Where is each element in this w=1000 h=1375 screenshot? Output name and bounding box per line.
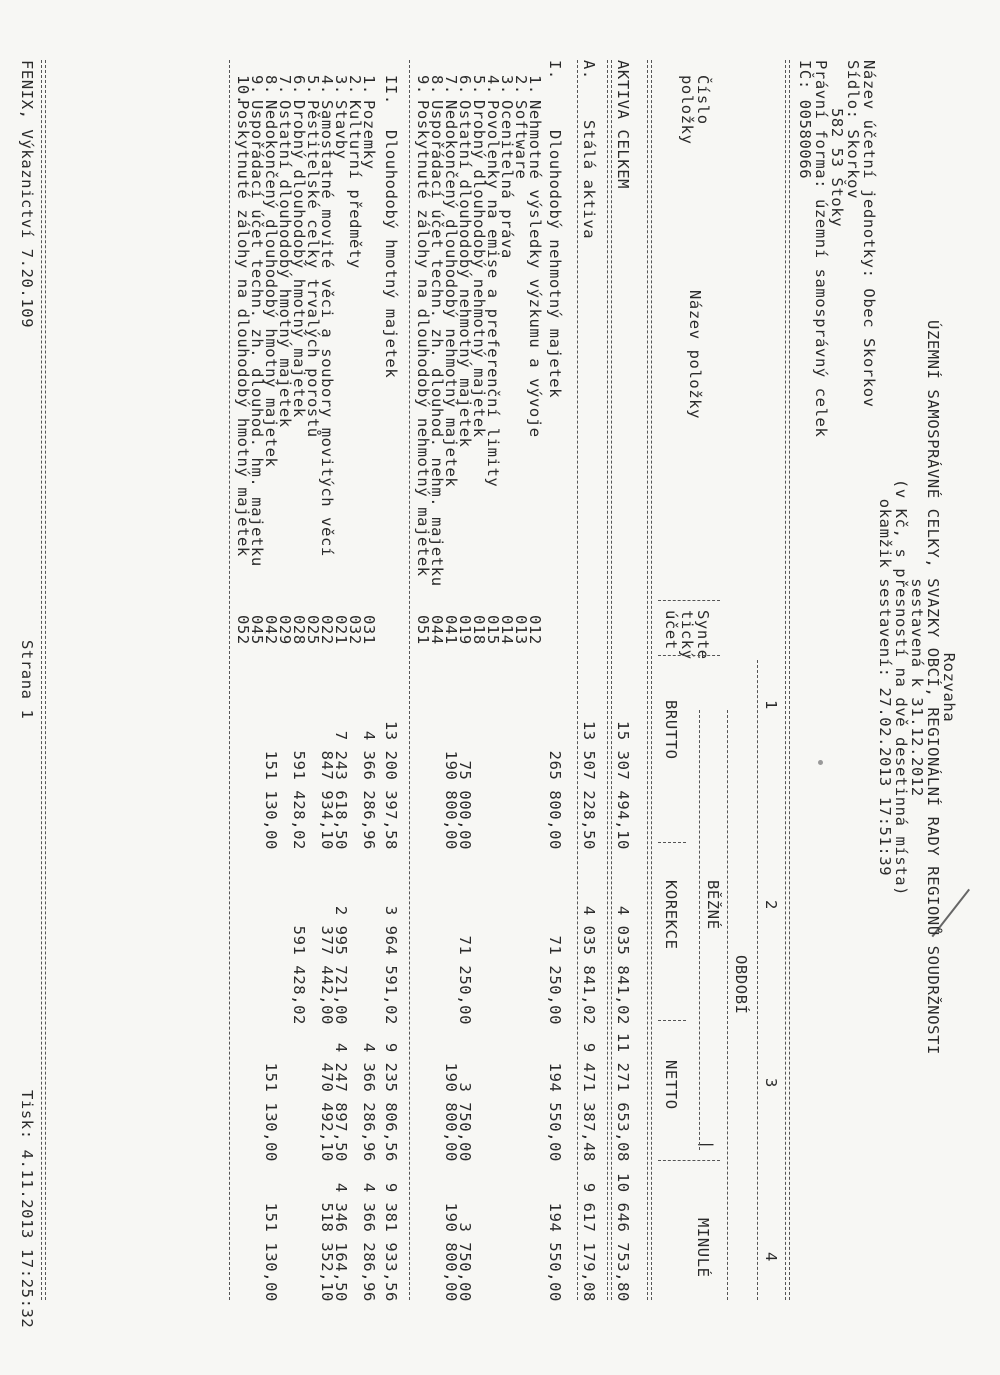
cell-name: Poskytnuté zálohy na dlouhodobý hmotný majetek: [234, 100, 252, 557]
cell-brutto: 13 200 397,58: [382, 720, 400, 850]
entity-name: Název účetní jednotky: Obec Skorkov: [860, 60, 878, 408]
cell-netto: 190 800,00: [442, 1062, 460, 1162]
cell-netto: 470 492,10: [318, 1062, 336, 1162]
cell-brutto: 190 800,00: [442, 750, 460, 850]
cell-minule: 518 352,10: [318, 1202, 336, 1302]
cell-brutto: 265 800,00: [546, 750, 564, 850]
cell-name: Povolenky na emise a preferenční limity: [484, 100, 502, 488]
cell-acct: 019: [456, 615, 474, 645]
cell-name: Pěstitelské celky trvalých porostů: [304, 100, 322, 438]
cell-netto: 194 550,00: [546, 1062, 564, 1162]
cell-num: 10.: [234, 75, 252, 105]
cell-acct: 041: [442, 615, 460, 645]
cell-num: 1.: [360, 75, 378, 95]
cell-brutto: 75 000,00: [456, 760, 474, 850]
entity-address: 582 53 Štoky: [828, 108, 846, 228]
cell-name: Uspořádací účet techn. zh. dlouhod. hm. majetku: [248, 100, 266, 567]
cell-num: 9.: [414, 75, 432, 95]
row-divider: [409, 60, 410, 1300]
row-divider: [229, 60, 230, 1300]
footer-page: Strana 1: [18, 640, 36, 720]
row-divider: [607, 60, 612, 1300]
cell-acct: 045: [248, 615, 266, 645]
cell-name: Dlouhodobý nehmotný majetek: [546, 130, 564, 399]
cell-name: Kulturní předměty: [346, 100, 364, 269]
cell-name: Software: [512, 100, 530, 180]
footer-software: FENIX, Výkaznictví 7.20.109: [18, 60, 36, 329]
cell-num: 6.: [456, 75, 474, 95]
cell-acct: 052: [234, 615, 252, 645]
bezne-bar-right: |: [698, 1140, 716, 1150]
col-num-3: 3: [762, 1078, 780, 1088]
cell-num: 1.: [526, 75, 544, 95]
cell-korekce: 71 250,00: [546, 935, 564, 1025]
cell-num: 2.: [346, 75, 364, 95]
sep-brutto-korekce: [658, 842, 686, 843]
cell-korekce: 4 035 841,02: [614, 905, 632, 1025]
cell-minule: 9 381 933,56: [382, 1182, 400, 1302]
cislo-label-1: Číslo: [694, 75, 712, 125]
cell-num: 6.: [290, 75, 308, 95]
cell-num: 8.: [428, 75, 446, 95]
report-precision: (v Kč, s přesností na dvě desetinná místa): [892, 478, 910, 897]
footer-print: Tisk: 4.11.2013 17:25:32: [18, 1090, 36, 1329]
cell-acct: 013: [512, 615, 530, 645]
cell-num: A.: [580, 60, 598, 80]
cell-acct: 012: [526, 615, 544, 645]
cell-acct: 015: [484, 615, 502, 645]
synt-label-3: účet: [662, 610, 680, 650]
entity-seat: Sídlo: Skorkov: [844, 60, 862, 200]
cell-name: Poskytnuté zálohy na dlouhodobý nehmotný majetek: [414, 100, 432, 577]
cell-acct: 051: [414, 615, 432, 645]
cell-acct: 032: [346, 615, 364, 645]
cell-minule: 4 366 286,96: [360, 1182, 378, 1302]
cell-brutto: 4 366 286,96: [360, 730, 378, 850]
cell-num: 5.: [304, 75, 322, 95]
report-subtitle: ÚZEMNÍ SAMOSPRÁVNÉ CELKY, SVAZKY OBCÍ, REGIONÁLNÍ RADY REGIONŮ SOUDRŽNOSTI: [924, 320, 942, 1055]
cell-brutto: 13 507 228,50: [580, 720, 598, 850]
cell-name: Pozemky: [360, 100, 378, 170]
brutto-label: BRUTTO: [662, 700, 680, 760]
cell-num: 4.: [318, 75, 336, 95]
cell-acct: 029: [276, 615, 294, 645]
footer-rule: [41, 60, 46, 1300]
cell-num: 9.: [248, 75, 266, 95]
obdobi-rule: [727, 710, 728, 1300]
cell-acct: 031: [360, 615, 378, 645]
entity-ic: IČ: 00580066: [796, 60, 814, 180]
report-title: Rozvaha: [940, 652, 958, 723]
report-compiled: sestavená k 31.12.2012: [908, 578, 926, 797]
minule-label: MINULÉ: [694, 1218, 712, 1278]
netto-label: NETTO: [662, 1060, 680, 1110]
cell-netto: 11 271 653,08: [614, 1032, 632, 1162]
cell-netto: 4 247 897,50: [332, 1042, 350, 1162]
cell-netto: 9 471 387,48: [580, 1042, 598, 1162]
header-rule: [757, 660, 758, 1300]
cell-netto: 9 235 806,56: [382, 1042, 400, 1162]
cell-brutto: 591 428,02: [290, 750, 308, 850]
cell-num: 5.: [470, 75, 488, 95]
cell-acct: 022: [318, 615, 336, 645]
cell-minule: 151 130,00: [262, 1202, 280, 1302]
cell-num: AKTIVA CELKEM: [614, 60, 632, 190]
cell-minule: 4 346 164,50: [332, 1182, 350, 1302]
cislo-label-2: položky: [678, 75, 696, 145]
cell-brutto: 847 934,10: [318, 750, 336, 850]
cell-acct: 014: [498, 615, 516, 645]
cell-name: Ostatní dlouhodobý hmotný majetek: [276, 100, 294, 428]
cell-num: 3.: [498, 75, 516, 95]
cell-name: Drobný dlouhodobý nehmotný majetek: [470, 100, 488, 438]
cell-name: Ostatní dlouhodobý nehmotný majetek: [456, 100, 474, 448]
cell-acct: 018: [470, 615, 488, 645]
header-rule-top: [785, 60, 790, 1300]
cell-netto: 151 130,00: [262, 1062, 280, 1162]
cell-brutto: 7 243 618,50: [332, 730, 350, 850]
cell-acct: 028: [290, 615, 308, 645]
cell-num: 2.: [512, 75, 530, 95]
cell-acct: 042: [262, 615, 280, 645]
cell-name: Dlouhodobý hmotný majetek: [382, 130, 400, 379]
cell-name: Ocenitelná práva: [498, 100, 516, 259]
cell-korekce: 591 428,02: [290, 925, 308, 1025]
bezne-rule: [699, 710, 700, 1150]
cell-num: II.: [382, 75, 400, 105]
cell-name: Nehmotné výsledky výzkumu a vývoje: [526, 100, 544, 438]
cell-name: Nedokončený dlouhodobý nehmotný majetek: [442, 100, 460, 488]
cell-netto: 3 750,00: [456, 1082, 474, 1162]
cell-num: 7.: [276, 75, 294, 95]
col-num-2: 2: [762, 900, 780, 910]
sep-acct-brutto: [658, 655, 720, 656]
cell-minule: 3 750,00: [456, 1222, 474, 1302]
cell-name: Stálá aktiva: [580, 120, 598, 240]
cell-minule: 194 550,00: [546, 1202, 564, 1302]
cell-korekce: 71 250,00: [456, 935, 474, 1025]
cell-minule: 9 617 179,08: [580, 1182, 598, 1302]
synt-label-1: Synte: [694, 610, 712, 660]
col-num-1: 1: [762, 700, 780, 710]
cell-acct: 025: [304, 615, 322, 645]
cell-num: I.: [546, 60, 564, 80]
cell-acct: 044: [428, 615, 446, 645]
header-rule-bottom: [647, 60, 652, 1300]
sep-netto-minule: [658, 1160, 720, 1161]
cell-korekce: 3 964 591,02: [382, 905, 400, 1025]
cell-num: 7.: [442, 75, 460, 95]
cell-acct: 021: [332, 615, 350, 645]
col-num-4: 4: [762, 1252, 780, 1262]
cell-korekce: 4 035 841,02: [580, 905, 598, 1025]
cell-korekce: 377 442,00: [318, 925, 336, 1025]
cell-minule: 190 800,00: [442, 1202, 460, 1302]
cell-brutto: 15 307 494,10: [614, 720, 632, 850]
cell-name: Drobný dlouhodobý hmotný majetek: [290, 100, 308, 418]
cell-name: Uspořádací účet techn. zh. dlouhod. nehm. majetku: [428, 100, 446, 587]
cell-brutto: 151 130,00: [262, 750, 280, 850]
cell-name: Samostatné movité věci a soubory movitých věcí: [318, 100, 336, 557]
cell-netto: 4 366 286,96: [360, 1042, 378, 1162]
cell-minule: 10 646 753,80: [614, 1172, 632, 1302]
report-moment: okamžik sestavení: 27.02.2013 17:51:39: [876, 498, 894, 877]
cell-num: 4.: [484, 75, 502, 95]
sep-name-acct: [658, 600, 720, 601]
nazev-label: Název položky: [686, 290, 704, 420]
entity-legal-form: Právní forma: územní samosprávný celek: [812, 60, 830, 438]
cell-name: Nedokončený dlouhodobý hmotný majetek: [262, 100, 280, 468]
synt-label-2: tický: [678, 610, 696, 660]
bezne-label: BĚŽNÉ: [704, 880, 722, 930]
obdobi-label: OBDOBÍ: [732, 955, 750, 1015]
row-divider: [577, 60, 578, 1300]
cell-name: Stavby: [332, 100, 350, 160]
korekce-label: KOREKCE: [662, 880, 680, 950]
cell-num: 3.: [332, 75, 350, 95]
cell-korekce: 2 995 721,00: [332, 905, 350, 1025]
sep-korekce-netto: [658, 1020, 686, 1021]
cell-num: 8.: [262, 75, 280, 95]
